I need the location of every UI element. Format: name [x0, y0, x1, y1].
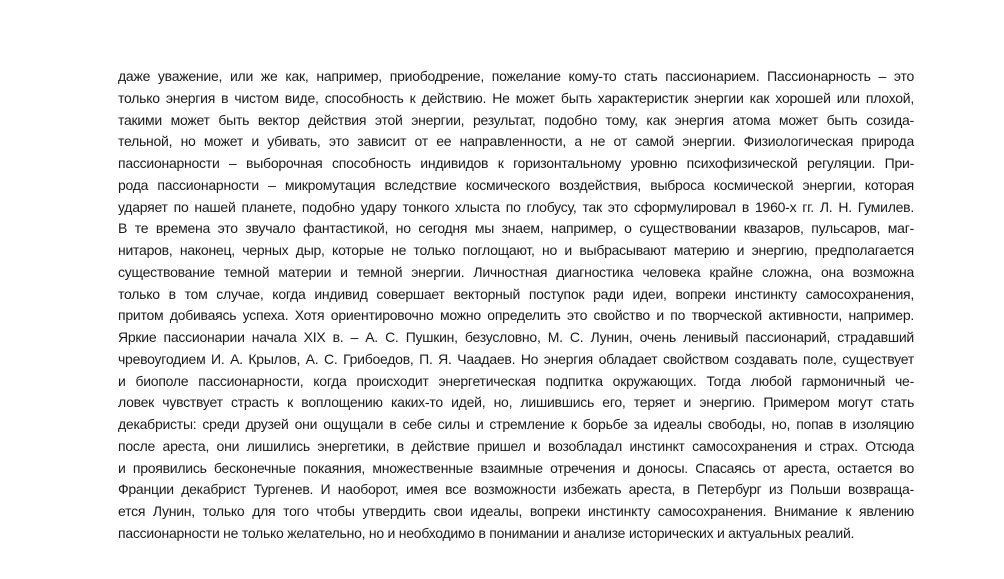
text-line: Франции декабрист Тургенев. И наоборот, имея все возможности избежать ареста, в Петербург из Польши возвраща-: [118, 481, 914, 498]
text-line: пассионарности не только желательно, но и необходимо в понимании и анализе исторических и актуальных реалий.: [118, 524, 855, 541]
text-line: ударяет по нашей планете, подобно удару тонкого хлыста по глобусу, так это сформулировал в 1960-х гг. Л. Н. Гумилев.: [118, 198, 914, 215]
text-line: В те времена это звучало фантастикой, но сегодня мы знаем, например, о существовании квазаров, пульсаров, маг-: [118, 220, 914, 237]
text-line: чревоугодием И. А. Крылов, А. С. Грибоедов, П. Я. Чаадаев. Но энергия обладает свойством создавать поле, существует: [118, 350, 914, 367]
text-line: только энергия в чистом виде, способность к действию. Не может быть характеристик энергии как хорошей или плохой,: [118, 89, 914, 106]
text-line: пассионарности – выборочная способность индивидов к горизонтальному уровню психофизической регуляции. При-: [118, 155, 914, 171]
text-line: даже уважение, или же как, например, приободрение, пожелание кому-то стать пассионарием. Пассионарность – это: [118, 68, 914, 84]
text-line: и проявились бесконечные покаяния, множественные взаимные отречения и доносы. Спасаясь от ареста, остается во: [118, 459, 914, 476]
text-line: нитаров, наконец, черных дыр, которые не только поглощают, но и выбрасывают материю и энергию, предполагается: [118, 242, 914, 258]
text-line: тельной, но может и убивать, это зависит от ее направленности, а не от самой энергии. Физиологическая природа: [118, 133, 914, 150]
text-line: ловек чувствует страсть к воплощению каких-то идей, но, лишившись его, теряет и энергию. Примером могут стать: [118, 394, 914, 411]
text-line: такими может быть вектор действия этой энергии, результат, подобно тому, как энергия атома может быть созида-: [118, 111, 914, 128]
text-line: рода пассионарности – микромутация вследствие космического воздействия, выброса космической энергии, которая: [118, 176, 914, 193]
text-line: притом добиваясь успеха. Хотя ориентировочно можно определить это свойство и по творческой активности, например.: [118, 307, 914, 324]
text-line: только в том случае, когда индивид совершает векторный поступок ради идеи, вопреки инстинкту самосохранения,: [118, 285, 914, 302]
text-line: декабристы: среди друзей они ощущали в себе силы и стремление к борьбе за идеалы свободы, но, попав в изоляцию: [118, 416, 914, 432]
text-line: ется Лунин, только для того чтобы утвердить свои идеалы, вопреки инстинкту самосохранения. Внимание к явлению: [118, 503, 914, 519]
document-page: [118, 66, 914, 545]
text-line: существование темной материи и темной энергии. Личностная диагностика человека крайне сложна, она возможна: [118, 263, 914, 280]
text-line: Яркие пассионарии начала XIX в. – А. С. Пушкин, безусловно, М. С. Лунин, очень ленивый пассионарий, страдавший: [118, 329, 914, 345]
text-line: после ареста, они лишились энергетики, в действие пришел и возобладал инстинкт самосохранения и страх. Отсюда: [118, 437, 914, 454]
text-line: и биополе пассионарности, когда происходит энергетическая подпитка окружающих. Тогда любой гармоничный че-: [118, 372, 914, 389]
